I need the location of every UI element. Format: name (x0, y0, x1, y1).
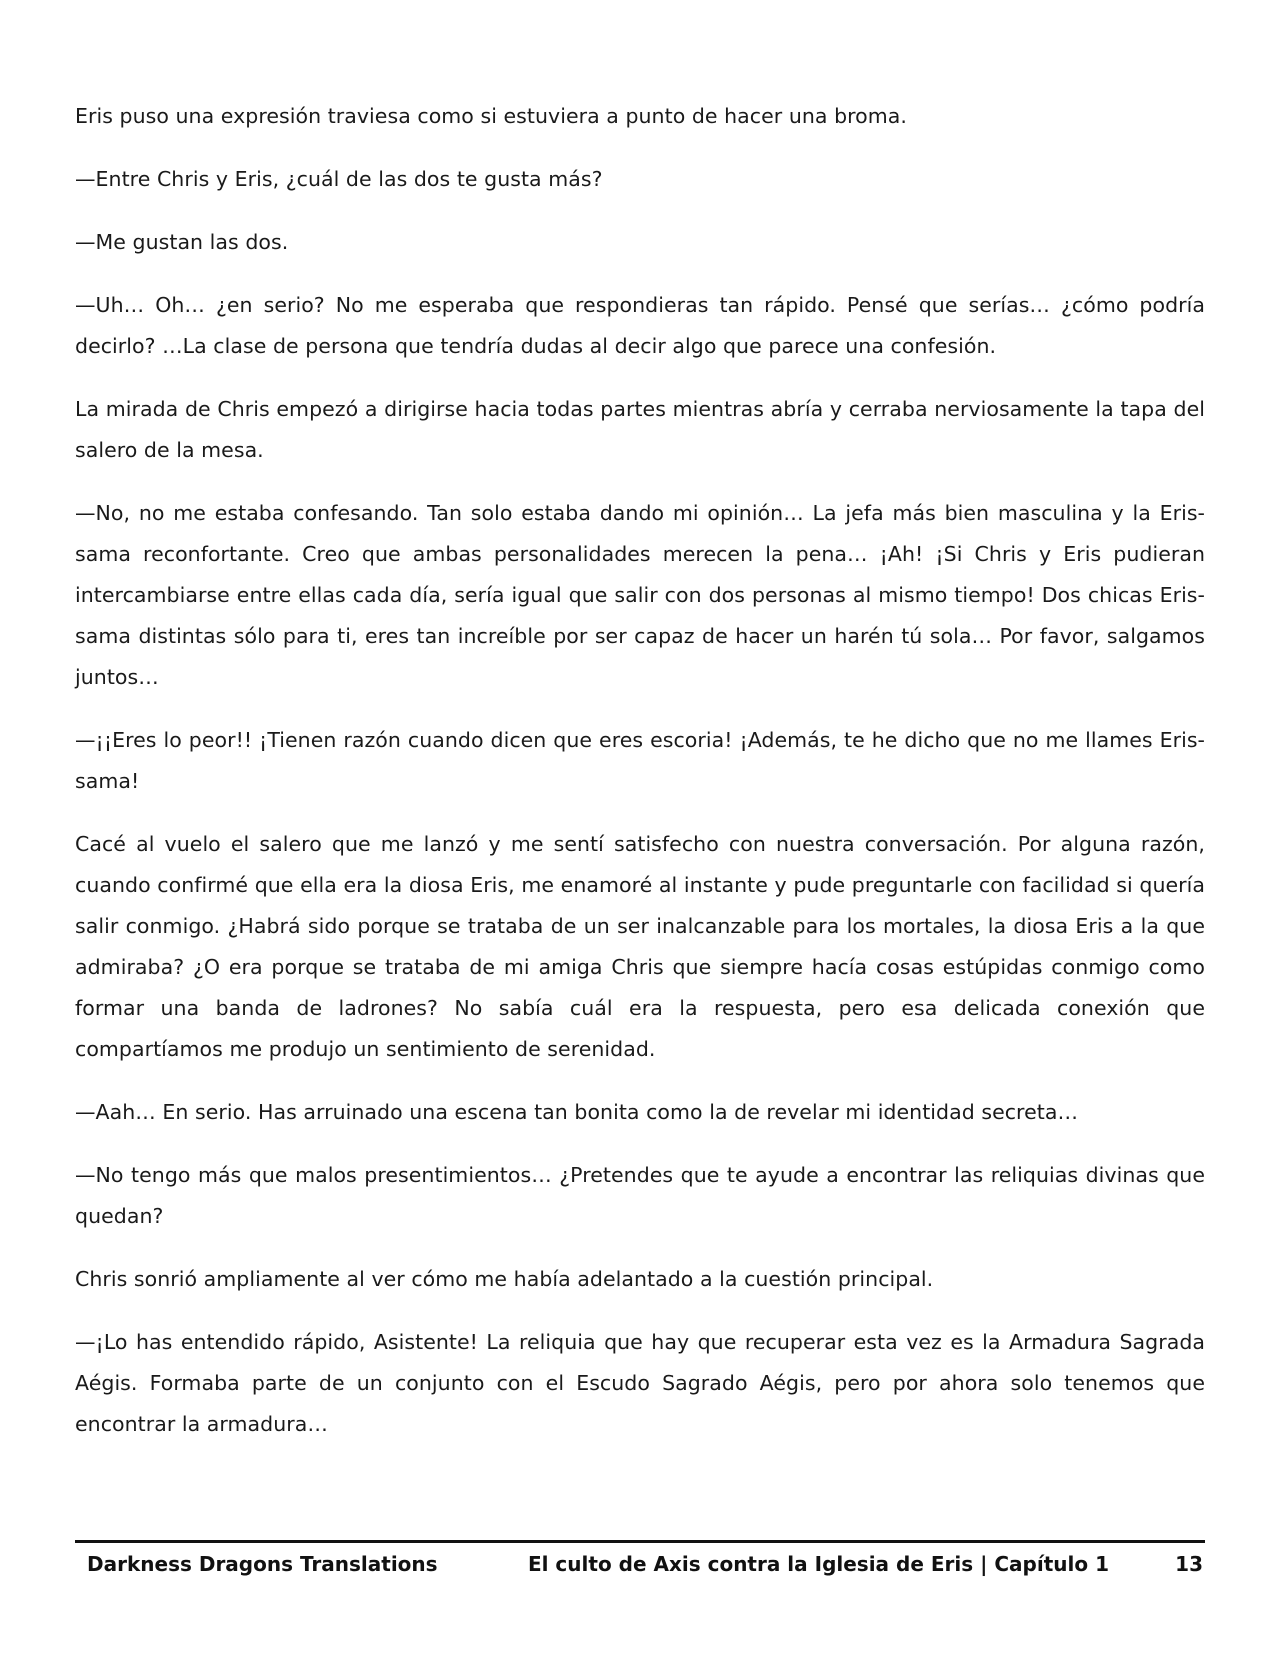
paragraph: Chris sonrió ampliamente al ver cómo me había adelantado a la cuestión principal. (75, 1267, 934, 1291)
paragraph: Cacé al vuelo el salero que me lanzó y me sentí satisfecho con nuestra conversación. Por alguna razón, cuando confirmé que ella era la diosa Eris, me enamoré al instante y pude preguntarle con facilidad si quería salir conmigo. ¿Habrá sido porque se trataba de un ser inalcanzable para los mortales, la diosa Eris a la que admiraba? ¿O era porque se trataba de mi amiga Chris que siempre hacía cosas estúpidas conmigo como formar una banda de ladrones? No sabía cuál era la respuesta, pero esa delicada conexión que compartíamos me produjo un sentimiento de serenidad. (75, 832, 1205, 1061)
paragraph: —Uh… Oh… ¿en serio? No me esperaba que respondieras tan rápido. Pensé que serías… ¿cómo podría decirlo? …La clase de persona que tendría dudas al decir algo que parece una confesión. (75, 293, 1205, 358)
footer-chapter-title: El culto de Axis contra la Iglesia de Eris | Capítulo 1 (527, 1552, 1109, 1576)
paragraph: —No, no me estaba confesando. Tan solo estaba dando mi opinión… La jefa más bien masculina y la Eris-sama reconfortante. Creo que ambas personalidades merecen la pena… ¡Ah! ¡Si Chris y Eris pudieran intercambiarse entre ellas cada día, sería igual que salir con dos personas al mismo tiempo! Dos chicas Eris-sama distintas sólo para ti, eres tan increíble por ser capaz de hacer un harén tú sola… Por favor, salgamos juntos… (75, 501, 1205, 689)
paragraph: Eris puso una expresión traviesa como si estuviera a punto de hacer una broma. (75, 104, 907, 128)
paragraph: —Aah… En serio. Has arruinado una escena tan bonita como la de revelar mi identidad secreta… (75, 1100, 1078, 1124)
paragraph: —¡Lo has entendido rápido, Asistente! La reliquia que hay que recuperar esta vez es la Armadura Sagrada Aégis. Formaba parte de un conjunto con el Escudo Sagrado Aégis, pero por ahora solo tenemos que encontrar la armadura… (75, 1330, 1205, 1436)
paragraph: —¡¡Eres lo peor!! ¡Tienen razón cuando dicen que eres escoria! ¡Además, te he dicho que no me llames Eris-sama! (75, 728, 1205, 793)
page-number: 13 (1175, 1552, 1203, 1576)
page-footer (75, 1552, 1205, 1582)
paragraph: —Entre Chris y Eris, ¿cuál de las dos te gusta más? (75, 167, 603, 191)
paragraph: —No tengo más que malos presentimientos… ¿Pretendes que te ayude a encontrar las reliquias divinas que quedan? (75, 1163, 1205, 1228)
footer-translator-credit: Darkness Dragons Translations (87, 1552, 438, 1576)
paragraph: —Me gustan las dos. (75, 230, 289, 254)
page-body (75, 96, 1205, 1467)
footer-divider (75, 1540, 1205, 1543)
paragraph: La mirada de Chris empezó a dirigirse hacia todas partes mientras abría y cerraba nerviosamente la tapa del salero de la mesa. (75, 397, 1205, 462)
